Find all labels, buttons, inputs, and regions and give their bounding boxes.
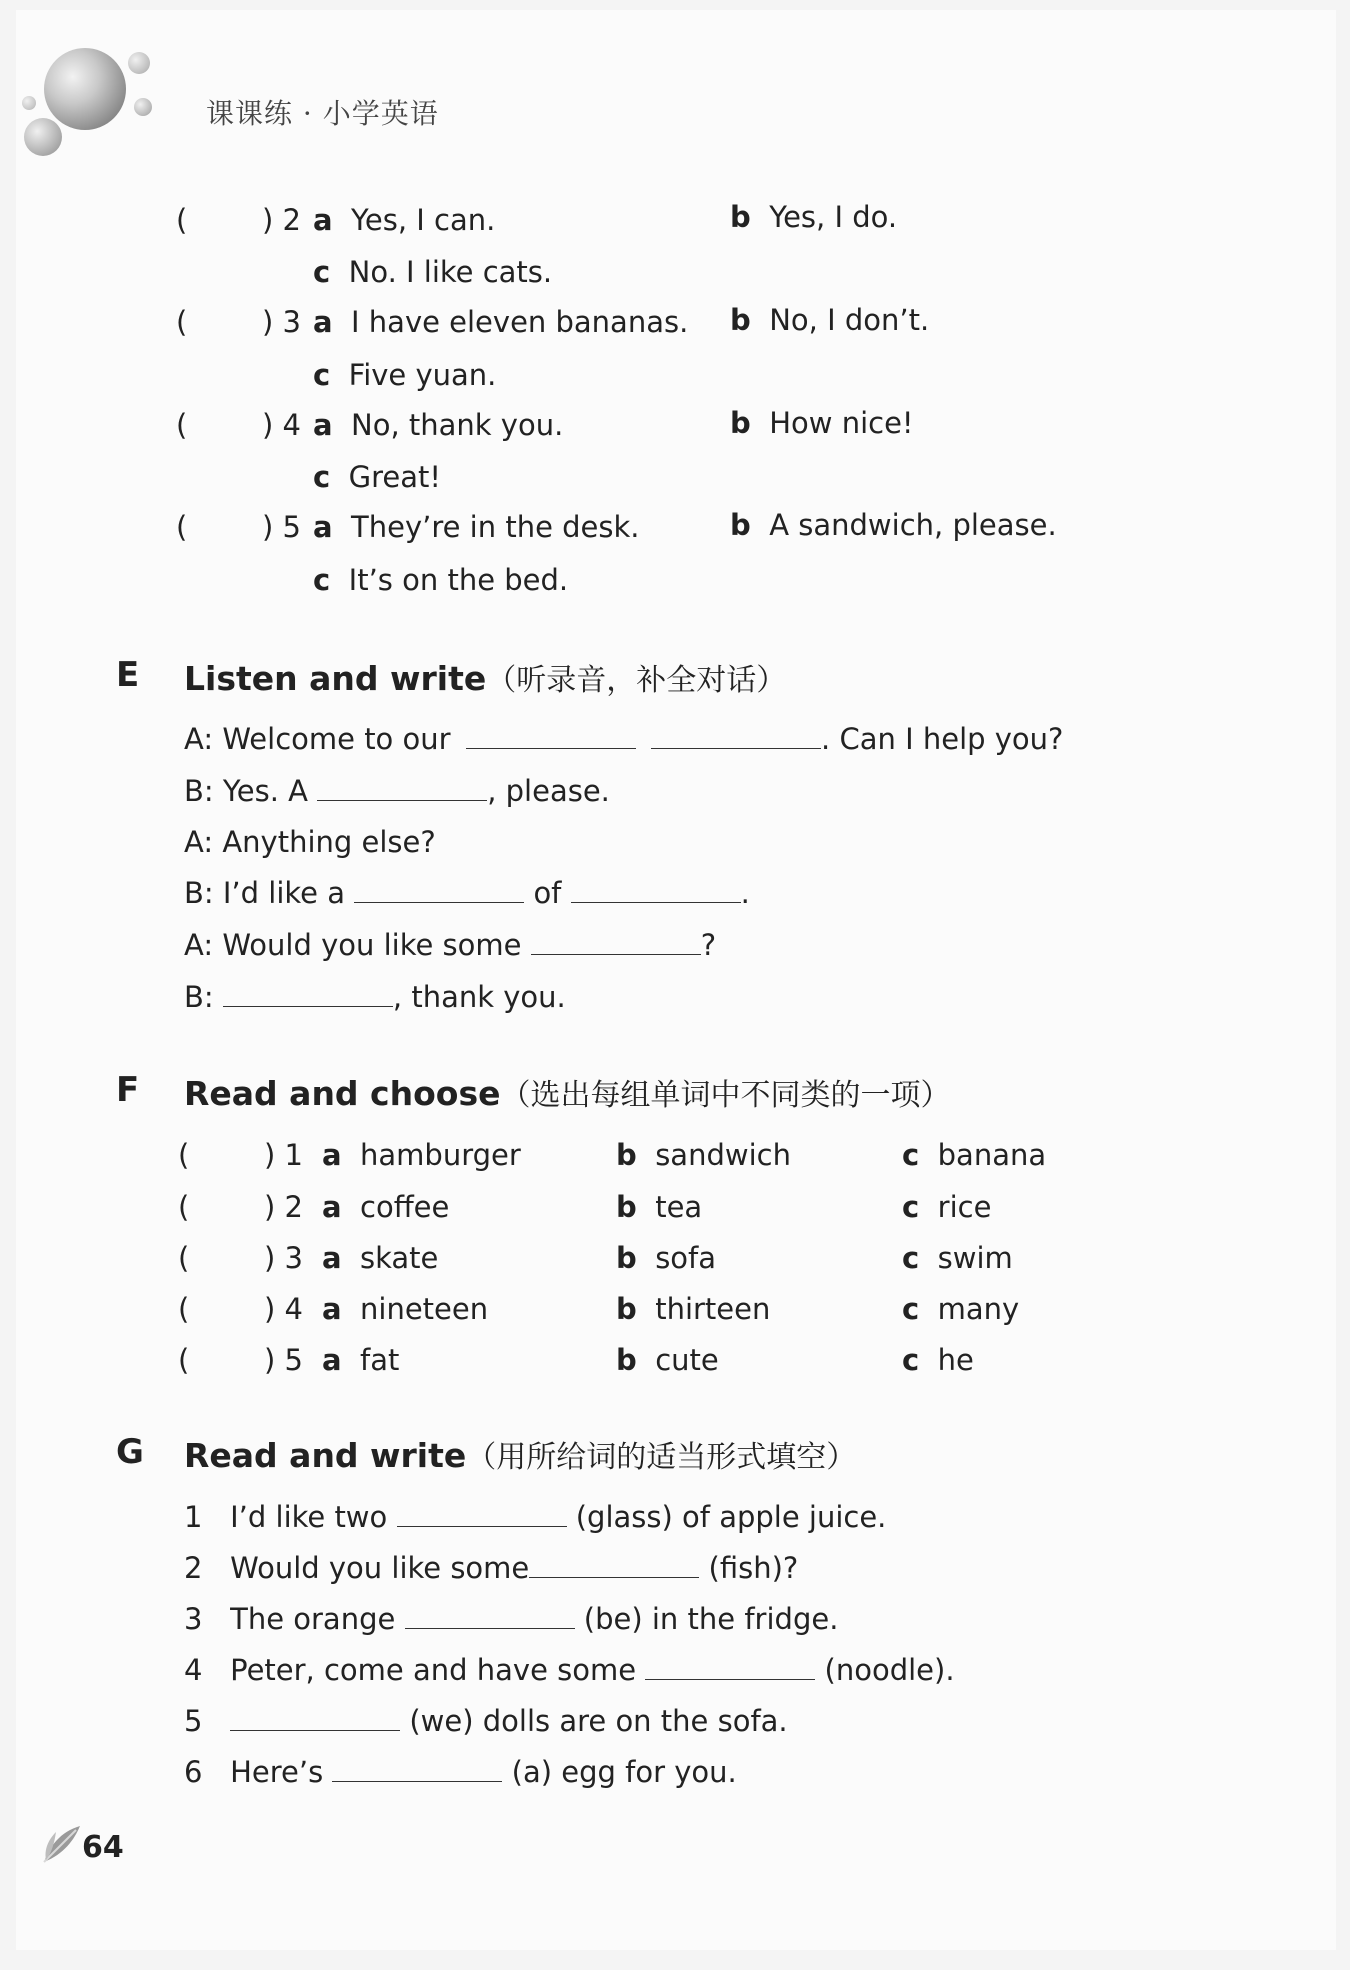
section-letter: E [116, 655, 140, 695]
answer-blank[interactable] [645, 1657, 815, 1680]
option-b: b tea [616, 1190, 703, 1224]
option-c: c rice [902, 1190, 992, 1224]
option-b: b How nice! [730, 406, 914, 440]
option-b: b A sandwich, please. [730, 508, 1057, 542]
option-b: b Yes, I do. [730, 200, 898, 234]
question-number: ) 4 [262, 408, 301, 442]
answer-blank[interactable] [230, 1708, 400, 1731]
option-b: b sandwich [616, 1138, 791, 1172]
decorative-bubble [24, 118, 62, 156]
option-a: a I have eleven bananas. [313, 305, 689, 339]
fill-in-item: 5 (we) dolls are on the sofa. [184, 1704, 788, 1738]
dialogue-line: B: I’d like a of . [184, 876, 750, 910]
question-number: ) 4 [264, 1292, 303, 1326]
answer-blank[interactable] [529, 1555, 699, 1578]
answer-blank[interactable] [571, 880, 741, 903]
option-c: c he [902, 1343, 974, 1377]
option-c: c many [902, 1292, 1020, 1326]
answer-paren-open[interactable]: ( [178, 1343, 190, 1377]
dialogue-line: B: , thank you. [184, 980, 566, 1014]
answer-blank[interactable] [317, 778, 487, 801]
answer-paren-open[interactable]: ( [176, 510, 188, 544]
option-b: b No, I don’t. [730, 303, 930, 337]
answer-blank[interactable] [651, 726, 821, 749]
workbook-page [16, 10, 1336, 1950]
option-a: a skate [322, 1241, 439, 1275]
fill-in-item: 6 Here’s (a) egg for you. [184, 1755, 737, 1789]
fill-in-item: 3 The orange (be) in the fridge. [184, 1602, 839, 1636]
question-number: ) 5 [262, 510, 301, 544]
answer-paren-open[interactable]: ( [176, 203, 188, 237]
section-title: Read and write（用所给词的适当形式填空） [184, 1436, 857, 1475]
dialogue-line: A: Anything else? [184, 825, 436, 859]
option-a: a coffee [322, 1190, 450, 1224]
option-a: a Yes, I can. [313, 203, 496, 237]
leaf-icon [40, 1822, 84, 1866]
fill-in-item: 4 Peter, come and have some (noodle). [184, 1653, 955, 1687]
answer-paren-open[interactable]: ( [178, 1292, 190, 1326]
answer-blank[interactable] [223, 984, 393, 1007]
option-b: b sofa [616, 1241, 717, 1275]
fill-in-item: 1 I’d like two (glass) of apple juice. [184, 1500, 887, 1534]
decorative-bubble [134, 98, 152, 116]
answer-blank[interactable] [397, 1504, 567, 1527]
answer-paren-open[interactable]: ( [176, 305, 188, 339]
option-a: a They’re in the desk. [313, 510, 640, 544]
section-title: Read and choose（选出每组单词中不同类的一项） [184, 1074, 951, 1113]
question-number: ) 1 [264, 1138, 303, 1172]
question-number: ) 2 [264, 1190, 303, 1224]
dialogue-line: A: Welcome to our . Can I help you? [184, 722, 1064, 756]
section-letter: G [116, 1432, 144, 1472]
option-b: b thirteen [616, 1292, 771, 1326]
option-c: c No. I like cats. [313, 255, 553, 289]
dialogue-line: B: Yes. A , please. [184, 774, 610, 808]
option-c: c Great! [313, 460, 442, 494]
decorative-bubble [44, 48, 126, 130]
option-b: b cute [616, 1343, 719, 1377]
decorative-bubble [22, 96, 36, 110]
decorative-bubble [128, 52, 150, 74]
section-title: Listen and write（听录音，补全对话） [184, 659, 787, 698]
option-a: a hamburger [322, 1138, 521, 1172]
answer-paren-open[interactable]: ( [178, 1241, 190, 1275]
question-number: ) 3 [262, 305, 301, 339]
running-header: 课课练 · 小学英语 [206, 97, 439, 130]
answer-blank[interactable] [405, 1606, 575, 1629]
answer-blank[interactable] [531, 932, 701, 955]
option-a: a fat [322, 1343, 400, 1377]
page-number: 64 [82, 1830, 124, 1865]
answer-blank[interactable] [332, 1759, 502, 1782]
answer-blank[interactable] [466, 726, 636, 749]
question-number: ) 2 [262, 203, 301, 237]
option-a: a No, thank you. [313, 408, 564, 442]
answer-paren-open[interactable]: ( [176, 408, 188, 442]
option-c: c swim [902, 1241, 1013, 1275]
option-c: c Five yuan. [313, 358, 497, 392]
answer-blank[interactable] [354, 880, 524, 903]
section-letter: F [116, 1070, 140, 1110]
answer-paren-open[interactable]: ( [178, 1138, 190, 1172]
option-c: c banana [902, 1138, 1047, 1172]
option-a: a nineteen [322, 1292, 489, 1326]
question-number: ) 3 [264, 1241, 303, 1275]
fill-in-item: 2 Would you like some (fish)? [184, 1551, 799, 1585]
answer-paren-open[interactable]: ( [178, 1190, 190, 1224]
option-c: c It’s on the bed. [313, 563, 569, 597]
question-number: ) 5 [264, 1343, 303, 1377]
dialogue-line: A: Would you like some ? [184, 928, 717, 962]
